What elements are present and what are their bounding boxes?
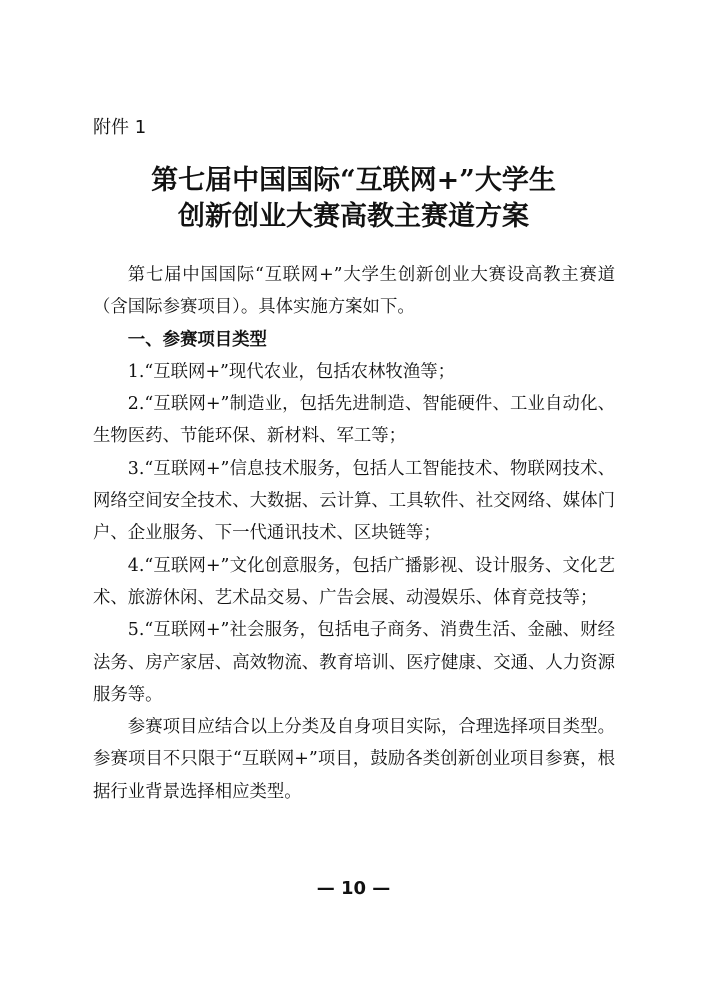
list-item: 2.“互联网+”制造业，包括先进制造、智能硬件、工业自动化、生物医药、节能环保、新材料、军工等； <box>93 394 615 447</box>
attachment-label: 附件 1 <box>93 117 147 138</box>
closing-paragraph: 参赛项目应结合以上分类及自身项目实际，合理选择项目类型。参赛项目不只限于“互联网+”项目，鼓励各类创新创业项目参赛，根据行业背景选择相应类型。 <box>93 717 615 802</box>
list-item: 3.“互联网+”信息技术服务，包括人工智能技术、物联网技术、网络空间安全技术、大数据、云计算、工具软件、社交网络、媒体门户、企业服务、下一代通讯技术、区块链等； <box>93 458 615 544</box>
document-title-line-1: 第七届中国国际“互联网+”大学生 <box>151 165 556 196</box>
page-number: — 10 — <box>316 878 391 899</box>
list-item: 1.“互联网+”现代农业，包括农林牧渔等； <box>127 361 455 382</box>
intro-paragraph: 第七届中国国际“互联网+”大学生创新创业大赛设高教主赛道（含国际参赛项目）。具体实施方案如下。 <box>93 265 615 318</box>
document-title-line-2: 创新创业大赛高教主赛道方案 <box>178 201 529 232</box>
document-body <box>93 259 615 808</box>
list-item: 5.“互联网+”社会服务，包括电子商务、消费生活、金融、财经法务、房产家居、高效物流、教育培训、医疗健康、交通、人力资源服务等。 <box>93 620 615 705</box>
section-heading: 一、参赛项目类型 <box>127 329 267 350</box>
list-item: 4.“互联网+”文化创意服务，包括广播影视、设计服务、文化艺术、旅游休闲、艺术品交易、广告会展、动漫娱乐、体育竞技等； <box>93 555 615 608</box>
